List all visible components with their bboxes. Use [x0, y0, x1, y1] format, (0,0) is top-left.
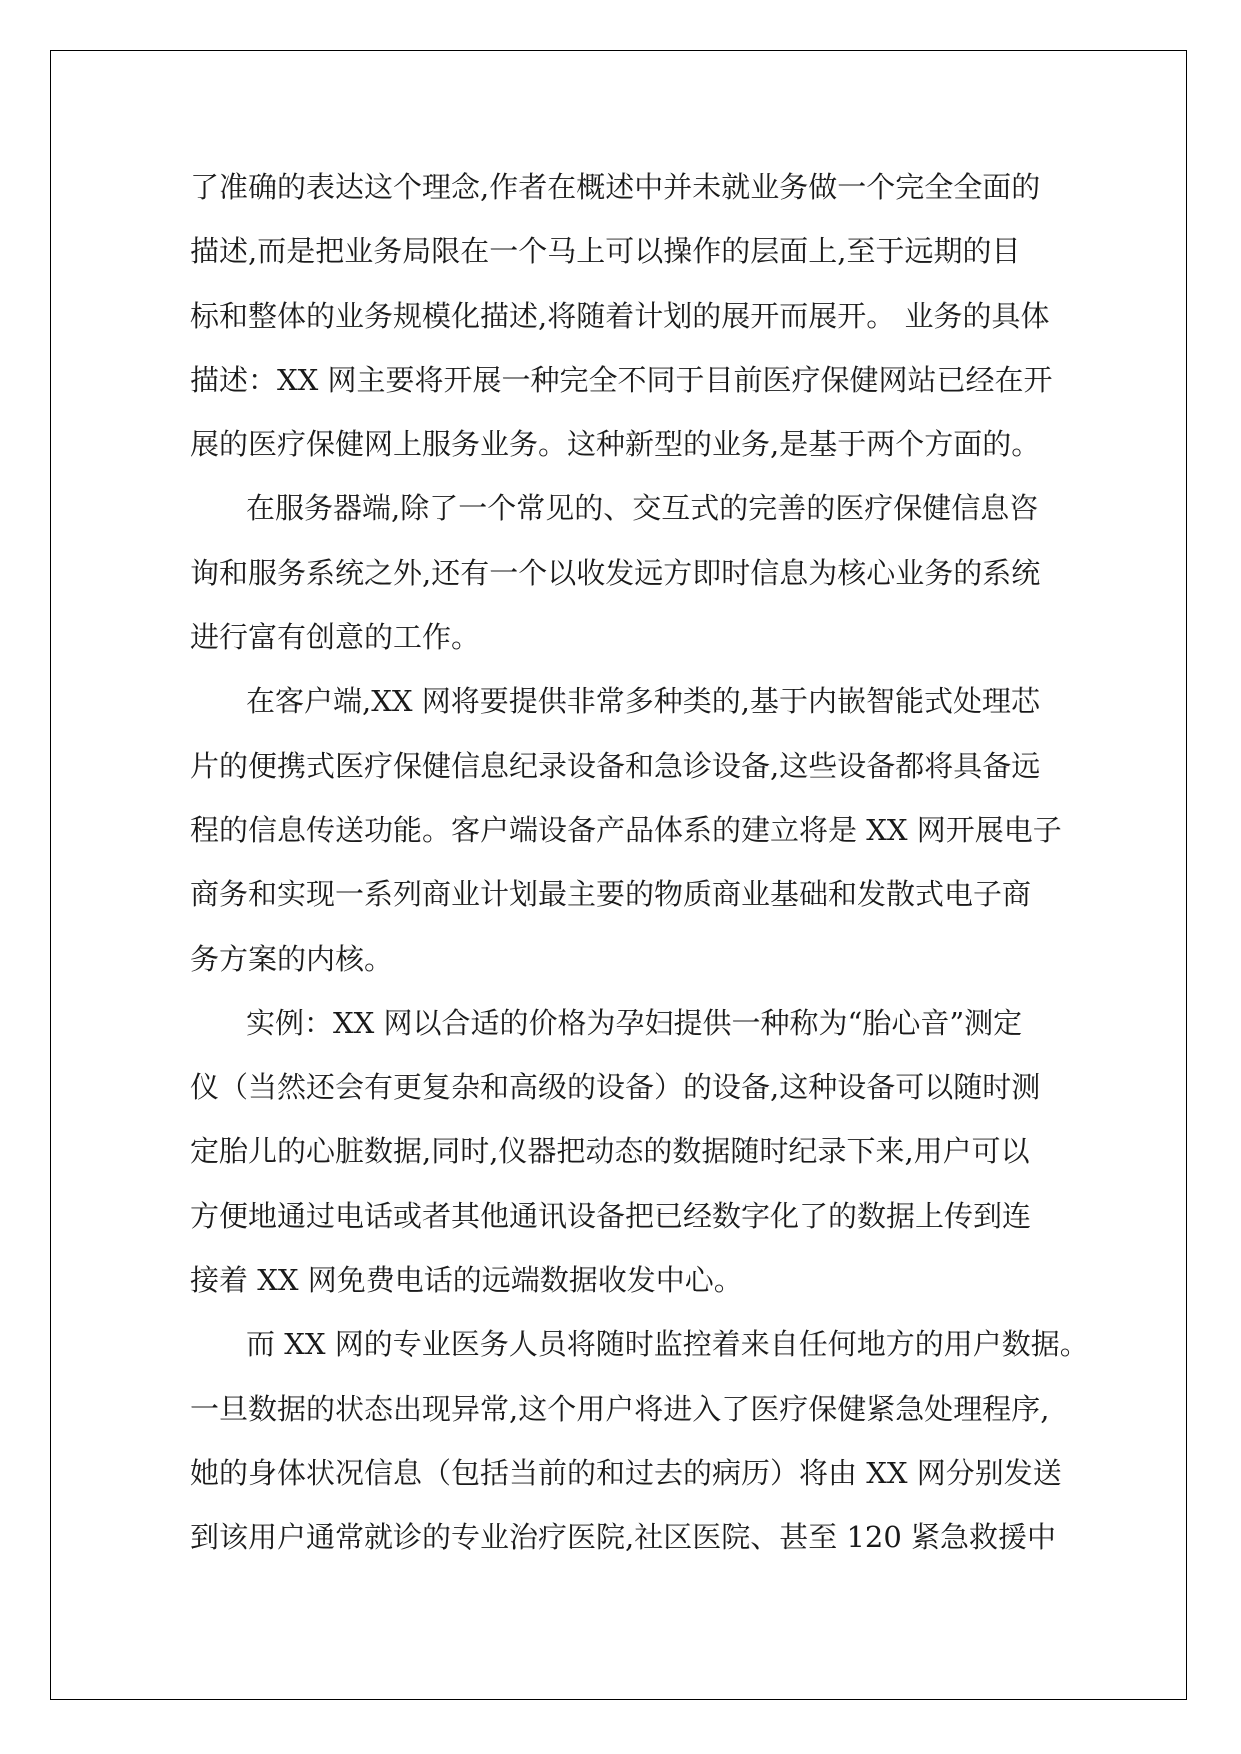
- text-line: 而 XX 网的专业医务人员将随时监控着来自任何地方的用户数据。: [246, 1327, 1089, 1362]
- text-line: 务方案的内核。: [190, 941, 394, 976]
- text-line: 在客户端,XX 网将要提供非常多种类的,基于内嵌智能式处理芯: [246, 684, 1040, 719]
- text-line: 商务和实现一系列商业计划最主要的物质商业基础和发散式电子商: [190, 877, 1032, 912]
- text-line: 实例：XX 网以合适的价格为孕妇提供一种称为“胎心音”测定: [246, 1005, 1023, 1040]
- text-line: 展的医疗保健网上服务业务。这种新型的业务,是基于两个方面的。: [190, 427, 1041, 462]
- text-line: 程的信息传送功能。客户端设备产品体系的建立将是 XX 网开展电子: [190, 812, 1062, 847]
- text-line: 她的身体状况信息（包括当前的和过去的病历）将由 XX 网分别发送: [190, 1455, 1062, 1490]
- text-line: 定胎儿的心脏数据,同时,仪器把动态的数据随时纪录下来,用户可以: [190, 1134, 1030, 1169]
- text-line: 描述,而是把业务局限在一个马上可以操作的层面上,至于远期的目: [190, 234, 1021, 269]
- text-line: 到该用户通常就诊的专业治疗医院,社区医院、甚至 120 紧急救援中: [190, 1520, 1057, 1555]
- text-line: 在服务器端,除了一个常见的、交互式的完善的医疗保健信息咨: [246, 491, 1039, 526]
- text-line: 描述：XX 网主要将开展一种完全不同于目前医疗保健网站已经在开: [190, 362, 1053, 397]
- text-line: 询和服务系统之外,还有一个以收发远方即时信息为核心业务的系统: [190, 555, 1041, 590]
- text-line: 标和整体的业务规模化描述,将随着计划的展开而展开。 业务的具体: [190, 298, 1050, 333]
- text-line: 方便地通过电话或者其他通讯设备把已经数字化了的数据上传到连: [190, 1198, 1032, 1233]
- text-line: 片的便携式医疗保健信息纪录设备和急诊设备,这些设备都将具备远: [190, 748, 1041, 783]
- text-line: 一旦数据的状态出现异常,这个用户将进入了医疗保健紧急处理程序,: [190, 1391, 1050, 1426]
- text-line: 了准确的表达这个理念,作者在概述中并未就业务做一个完全全面的: [190, 170, 1041, 204]
- text-line: 进行富有创意的工作。: [190, 620, 481, 655]
- document-body: [190, 155, 1089, 1570]
- text-line: 仪（当然还会有更复杂和高级的设备）的设备,这种设备可以随时测: [190, 1070, 1041, 1105]
- text-line: 接着 XX 网免费电话的远端数据收发中心。: [190, 1263, 743, 1298]
